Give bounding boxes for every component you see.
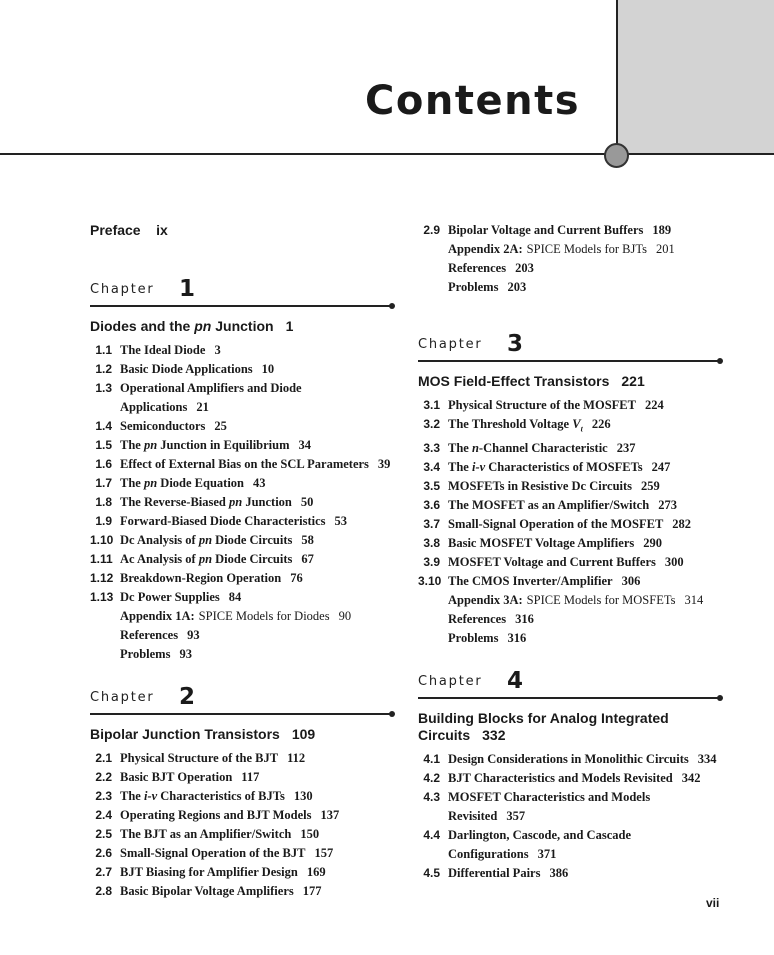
toc-entry[interactable] xyxy=(418,396,720,415)
chapter-page: 109 xyxy=(291,726,316,742)
appendix-label: Appendix 1A: xyxy=(120,609,195,623)
appendix-title: SPICE Models for MOSFETs xyxy=(526,592,676,607)
section-title: Forward-Biased Diode Characteristics xyxy=(120,514,326,528)
section-number: 1.8 xyxy=(95,495,112,509)
section-page: 189 xyxy=(652,223,672,237)
toc-entry[interactable] xyxy=(90,882,392,901)
section-title: Breakdown-Region Operation xyxy=(120,571,282,585)
chapter-4 xyxy=(418,662,720,883)
toc-entry[interactable] xyxy=(418,534,720,553)
section-title: Differential Pairs xyxy=(448,865,541,880)
section-title: The n-Channel Characteristic xyxy=(448,440,608,455)
chapter-title[interactable] xyxy=(90,726,392,743)
section-title: MOSFETs in Resistive Dc Circuits xyxy=(448,478,633,493)
toc-entry[interactable] xyxy=(418,439,720,458)
problems-label: Problems xyxy=(448,630,499,645)
section-page: 39 xyxy=(377,457,391,471)
section-number: 1.10 xyxy=(90,533,114,547)
section-title: Operational Amplifiers and Diode Applications xyxy=(120,381,302,414)
section-title: Operating Regions and BJT Models xyxy=(120,808,312,822)
appendix-page: 201 xyxy=(656,242,675,256)
toc-entry[interactable] xyxy=(90,844,392,863)
section-page: 169 xyxy=(306,865,326,879)
toc-entry[interactable] xyxy=(418,826,720,864)
toc-entry[interactable] xyxy=(418,415,720,439)
section-title: The Ideal Diode xyxy=(120,343,206,357)
section-page: 226 xyxy=(591,417,611,431)
section-page: 25 xyxy=(214,419,227,433)
section-title: Dc Power Supplies xyxy=(120,590,220,604)
problems-page: 93 xyxy=(179,647,192,661)
chapter-word: Chapter xyxy=(418,673,483,689)
references-label: References xyxy=(448,611,507,626)
toc-entry[interactable] xyxy=(418,221,720,240)
toc-entry-appendix[interactable] xyxy=(418,591,720,610)
section-number: 1.6 xyxy=(95,457,112,471)
toc-entry-references[interactable] xyxy=(90,626,392,645)
section-page: 357 xyxy=(506,808,526,823)
section-number: 1.3 xyxy=(95,381,112,395)
section-page: 137 xyxy=(320,808,340,822)
chapter-2-continued xyxy=(418,221,720,297)
toc-entry[interactable] xyxy=(90,474,392,493)
toc-entry[interactable] xyxy=(90,493,392,512)
section-number: 3.9 xyxy=(423,554,440,569)
section-page: 306 xyxy=(621,573,641,588)
section-title: Physical Structure of the BJT xyxy=(120,751,279,765)
section-page: 247 xyxy=(651,459,671,474)
toc-entry[interactable] xyxy=(418,553,720,572)
section-page: 282 xyxy=(672,516,692,531)
chapter-word: Chapter xyxy=(418,337,483,352)
section-title: Small-Signal Operation of the BJT xyxy=(120,846,306,860)
section-page: 84 xyxy=(228,590,242,604)
section-number: 3.2 xyxy=(423,417,440,431)
section-page: 50 xyxy=(300,495,314,509)
section-title: Effect of External Bias on the SCL Parameters xyxy=(120,457,369,471)
section-title: Semiconductors xyxy=(120,419,206,433)
section-page: 21 xyxy=(196,400,209,414)
section-title: The CMOS Inverter/Amplifier xyxy=(448,573,613,588)
section-page: 157 xyxy=(314,846,334,860)
toc-entry[interactable] xyxy=(418,458,720,477)
section-number: 1.1 xyxy=(95,343,112,357)
problems-page: 316 xyxy=(507,630,527,645)
section-number: 2.4 xyxy=(95,808,112,822)
section-number: 3.6 xyxy=(423,497,440,512)
references-page: 203 xyxy=(515,261,534,275)
section-page: 334 xyxy=(697,751,717,766)
section-number: 3.7 xyxy=(423,516,440,531)
section-number: 2.8 xyxy=(95,884,112,898)
section-page: 273 xyxy=(658,497,677,512)
toc-entry-preface[interactable] xyxy=(90,222,392,248)
toc-entry[interactable] xyxy=(418,750,720,769)
section-title: Small-Signal Operation of the MOSFET xyxy=(448,516,664,531)
section-number: 4.2 xyxy=(423,770,440,785)
section-page: 237 xyxy=(616,440,636,455)
toc-entry[interactable] xyxy=(90,531,392,550)
section-number: 3.5 xyxy=(423,478,440,493)
section-page: 177 xyxy=(302,884,322,898)
section-page: 150 xyxy=(300,827,320,841)
section-number: 1.2 xyxy=(95,362,112,376)
chapter-heading xyxy=(90,678,392,710)
toc-entry[interactable] xyxy=(90,341,392,360)
toc-entry[interactable] xyxy=(90,512,392,531)
toc-entry-references[interactable] xyxy=(418,610,720,629)
toc-entry[interactable] xyxy=(90,360,392,379)
chapter-rule xyxy=(418,697,720,699)
toc-entry[interactable] xyxy=(418,572,720,591)
section-number: 1.7 xyxy=(95,476,112,490)
section-number: 2.1 xyxy=(95,751,112,765)
toc-entry[interactable] xyxy=(90,550,392,569)
toc-entry[interactable] xyxy=(90,455,392,474)
problems-label: Problems xyxy=(120,647,171,661)
chapter-number: 1 xyxy=(179,276,196,302)
appendix-title: SPICE Models for BJTs xyxy=(526,242,647,256)
chapter-page: 332 xyxy=(482,726,506,743)
chapter-heading xyxy=(418,325,720,357)
toc-entry-appendix[interactable] xyxy=(418,240,720,259)
chapter-page: 221 xyxy=(621,373,645,389)
section-title: Basic Diode Applications xyxy=(120,362,253,376)
section-page: 117 xyxy=(241,770,260,784)
section-number: 2.7 xyxy=(95,865,112,879)
toc-entry[interactable] xyxy=(418,477,720,496)
section-number: 2.5 xyxy=(95,827,112,841)
section-title: The pn Diode Equation xyxy=(120,476,245,490)
section-title: The Reverse-Biased pn Junction xyxy=(120,495,292,509)
section-number: 1.9 xyxy=(95,514,112,528)
section-page: 224 xyxy=(644,398,664,412)
chapter-title-text: Bipolar Junction Transistors xyxy=(90,726,280,742)
section-page: 300 xyxy=(664,554,684,569)
toc-entry[interactable] xyxy=(90,768,392,787)
toc-entry[interactable] xyxy=(90,863,392,882)
chapter-rule xyxy=(90,305,392,307)
section-page: 290 xyxy=(643,535,662,550)
toc-entry[interactable] xyxy=(418,496,720,515)
section-number: 3.10 xyxy=(418,573,442,588)
chapter-3 xyxy=(418,325,720,648)
chapter-heading xyxy=(90,270,392,302)
section-page: 58 xyxy=(301,533,314,547)
references-label: References xyxy=(448,261,507,275)
section-number: 2.3 xyxy=(95,789,112,803)
chapter-heading xyxy=(418,662,720,694)
header-circle-ornament xyxy=(604,143,629,168)
toc-entry[interactable] xyxy=(90,825,392,844)
chapter-title[interactable] xyxy=(418,710,678,744)
section-title: Physical Structure of the MOSFET xyxy=(448,398,636,412)
section-page: 371 xyxy=(537,846,557,861)
preface-label: Preface xyxy=(90,222,141,238)
chapter-rule xyxy=(418,360,720,362)
header-rule xyxy=(0,153,774,155)
section-number: 4.3 xyxy=(423,789,440,804)
section-title: Basic MOSFET Voltage Amplifiers xyxy=(448,535,635,550)
toc-entry[interactable] xyxy=(90,436,392,455)
references-page: 93 xyxy=(187,628,200,642)
toc-entry[interactable] xyxy=(418,769,720,788)
chapter-word: Chapter xyxy=(90,282,155,297)
section-number: 4.5 xyxy=(423,865,440,880)
section-title: The BJT as an Amplifier/Switch xyxy=(120,827,292,841)
chapter-rule-dot xyxy=(389,303,395,309)
chapter-number: 2 xyxy=(179,684,196,710)
section-title: BJT Characteristics and Models Revisited xyxy=(448,770,673,785)
toc-entry-problems[interactable] xyxy=(90,645,392,664)
toc-entry-references[interactable] xyxy=(418,259,720,278)
toc-entry[interactable] xyxy=(90,379,392,417)
preface-page: ix xyxy=(156,222,168,238)
section-number: 3.3 xyxy=(423,440,440,455)
toc-entry[interactable] xyxy=(90,569,392,588)
section-page: 130 xyxy=(293,789,313,803)
chapter-word: Chapter xyxy=(90,690,155,705)
section-title: The MOSFET as an Amplifier/Switch xyxy=(448,497,650,512)
chapter-number: 3 xyxy=(507,331,524,357)
section-number: 3.1 xyxy=(423,398,440,412)
section-number: 4.1 xyxy=(423,751,440,766)
problems-page: 203 xyxy=(507,280,527,294)
references-label: References xyxy=(120,628,179,642)
section-title: Basic BJT Operation xyxy=(120,770,233,784)
section-number: 2.2 xyxy=(95,770,112,784)
chapter-rule xyxy=(90,713,392,715)
section-number: 1.13 xyxy=(90,590,114,604)
section-number: 1.5 xyxy=(95,438,112,452)
appendix-page: 90 xyxy=(338,609,352,623)
appendix-page: 314 xyxy=(684,592,704,607)
page-number: vii xyxy=(706,896,720,910)
section-number: 3.8 xyxy=(423,535,440,550)
chapter-rule-dot xyxy=(389,711,395,717)
section-number: 1.11 xyxy=(90,552,113,566)
header-gray-panel xyxy=(616,0,774,155)
section-page: 386 xyxy=(549,865,569,880)
section-number: 1.12 xyxy=(90,571,114,585)
page-title: Contents xyxy=(365,78,580,124)
problems-label: Problems xyxy=(448,280,499,294)
toc-entry[interactable] xyxy=(418,864,720,883)
section-title: The i-v Characteristics of MOSFETs xyxy=(448,459,643,474)
section-title: Basic Bipolar Voltage Amplifiers xyxy=(120,884,294,898)
chapter-rule-dot xyxy=(717,358,723,364)
toc-entry[interactable] xyxy=(90,417,392,436)
references-page: 316 xyxy=(515,611,534,626)
section-title: MOSFET Voltage and Current Buffers xyxy=(448,554,656,569)
section-page: 3 xyxy=(214,343,221,357)
chapter-title[interactable] xyxy=(90,318,392,335)
chapter-title-text: MOS Field-Effect Transistors xyxy=(418,373,610,389)
section-page: 53 xyxy=(334,514,348,528)
toc-entry-problems[interactable] xyxy=(418,629,720,648)
section-page: 34 xyxy=(298,438,312,452)
section-title: MOSFET Characteristics and Models Revisited xyxy=(448,789,651,823)
toc-entry[interactable] xyxy=(418,515,720,534)
section-number: 2.9 xyxy=(423,223,440,237)
toc-entry[interactable] xyxy=(90,749,392,768)
section-page: 112 xyxy=(287,751,306,765)
appendix-title: SPICE Models for Diodes xyxy=(198,609,330,623)
section-page: 67 xyxy=(301,552,314,566)
chapter-number: 4 xyxy=(507,667,524,694)
section-number: 4.4 xyxy=(423,827,440,842)
chapter-1 xyxy=(90,270,392,664)
toc-entry-problems[interactable] xyxy=(418,278,720,297)
section-page: 76 xyxy=(290,571,303,585)
chapter-title-1: Diodes and the pn Junction xyxy=(90,318,274,334)
chapter-page: 1 xyxy=(285,318,294,334)
toc-right-column xyxy=(418,221,720,883)
chapter-title[interactable] xyxy=(418,373,720,390)
section-page: 342 xyxy=(681,770,701,785)
toc-entry[interactable] xyxy=(90,787,392,806)
section-title: Bipolar Voltage and Current Buffers xyxy=(448,223,644,237)
section-title: Ac Analysis of pn Diode Circuits xyxy=(120,552,293,566)
toc-left-column xyxy=(90,221,392,901)
toc-entry[interactable] xyxy=(418,788,720,826)
section-page: 43 xyxy=(253,476,266,490)
section-number: 2.6 xyxy=(95,846,112,860)
section-number: 1.4 xyxy=(95,419,112,433)
section-page: 10 xyxy=(261,362,275,376)
chapter-2 xyxy=(90,678,392,901)
chapter-title-text: Building Blocks for Analog Integrated Circuits xyxy=(418,709,669,743)
section-title: The pn Junction in Equilibrium xyxy=(120,438,290,452)
toc-entry-appendix[interactable] xyxy=(90,607,392,626)
appendix-label: Appendix 2A: xyxy=(448,242,523,256)
toc-entry[interactable] xyxy=(90,588,392,607)
section-title: Dc Analysis of pn Diode Circuits xyxy=(120,533,293,547)
toc-entry[interactable] xyxy=(90,806,392,825)
section-number: 3.4 xyxy=(423,459,440,474)
section-title: Design Considerations in Monolithic Circuits xyxy=(448,751,689,766)
section-title: The Threshold Voltage $V_t$ xyxy=(448,417,583,434)
section-title: The i-v Characteristics of BJTs xyxy=(120,789,285,803)
section-title: Darlington, Cascode, and Cascade Configurations xyxy=(448,827,631,861)
appendix-label: Appendix 3A: xyxy=(448,592,523,607)
section-title: BJT Biasing for Amplifier Design xyxy=(120,865,298,879)
chapter-rule-dot xyxy=(717,695,723,701)
section-page: 259 xyxy=(641,478,660,493)
